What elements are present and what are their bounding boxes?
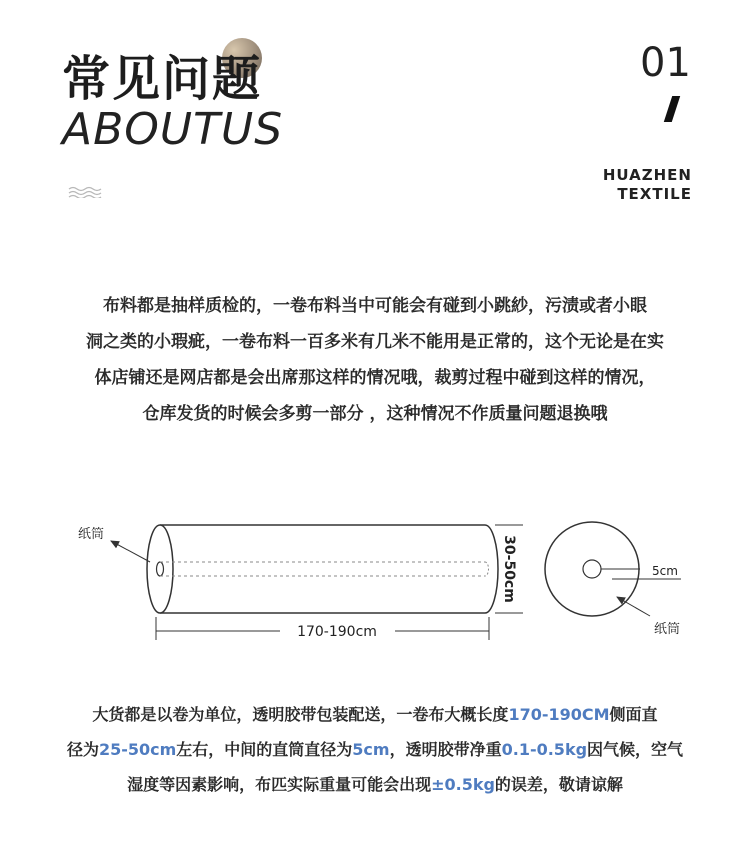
roll-diagram	[0, 505, 750, 655]
intro-line: 洞之类的小瑕疵，一卷布料一百多米有几米不能用是正常的，这个无论是在实	[86, 332, 664, 352]
intro-paragraph	[40, 288, 710, 432]
section-number: 01	[640, 40, 691, 86]
core-label: 5cm	[652, 564, 678, 578]
tube-label-right: 纸筒	[654, 622, 681, 637]
length-label: 170-190cm	[297, 624, 377, 640]
brand-name	[603, 166, 692, 204]
page-title: 常见问题	[62, 51, 263, 107]
diameter-label: 30-50cm	[501, 535, 517, 603]
weight-error-highlight: ±0.5kg	[431, 775, 495, 794]
length-highlight: 170-190CM	[508, 705, 610, 724]
tape-weight-highlight: 0.1-0.5kg	[501, 740, 588, 759]
roll-side-view	[147, 525, 498, 613]
tube-label-left: 纸筒	[78, 527, 105, 542]
intro-line: 布料都是抽样质检的，一卷布料当中可能会有碰到小跳紗，污渍或者小眼	[103, 296, 647, 316]
brand-line-2: TEXTILE	[617, 185, 692, 203]
slash-mark	[664, 96, 680, 122]
tube-pointer-right	[617, 597, 650, 616]
diameter-highlight: 25-50cm	[98, 740, 177, 759]
detail-paragraph	[40, 697, 710, 802]
brand-line-1: HUAZHEN	[602, 166, 692, 184]
detail-line-1: 大货都是以卷为单位，透明胶带包装配送，一卷布大概长度170-190CM侧面直	[92, 705, 658, 724]
tube-pointer-left	[111, 541, 150, 562]
intro-line: 仓库发货的时候会多剪一部分 ，这种情况不作质量问题退换哦	[142, 404, 608, 424]
core-highlight: 5cm	[352, 740, 390, 759]
detail-line-2: 径为25-50cm左右，中间的直筒直径为5cm，透明胶带净重0.1-0.5kg因气候，空气	[66, 740, 684, 759]
intro-line: 体店铺还是网店都是会出席那这样的情况哦，裁剪过程中碰到这样的情况，	[94, 368, 656, 388]
detail-line-3: 湿度等因素影响，布匹实际重量可能会出现±0.5kg的误差，敬请谅解	[127, 775, 623, 794]
wave-icon	[68, 186, 102, 198]
page-subtitle: ABOUTUS	[62, 104, 284, 155]
